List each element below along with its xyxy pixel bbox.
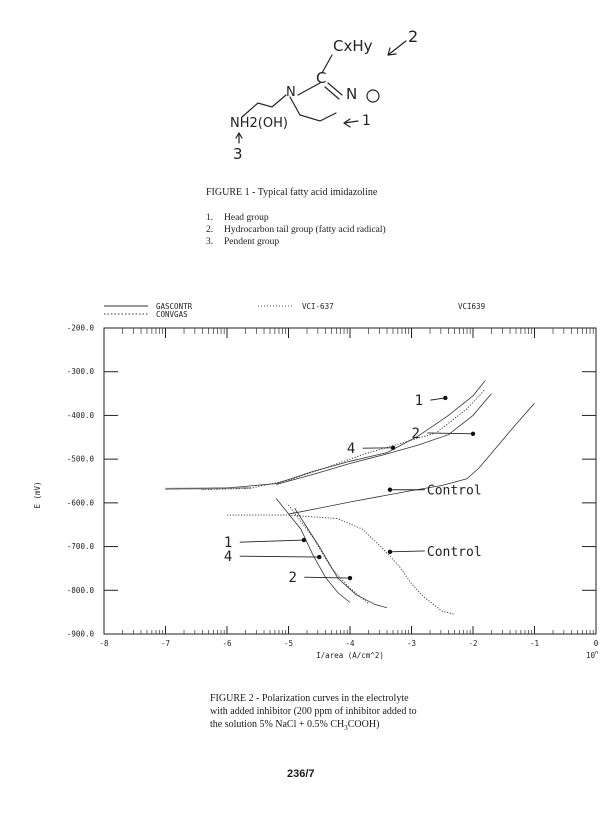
x-tick-label: 0: [593, 639, 599, 648]
series-line: [295, 508, 387, 608]
series-line: [289, 403, 535, 514]
y-tick-label: -800.0: [66, 585, 94, 595]
x-axis-label: I/area (A/cm^2): [316, 651, 384, 660]
chart-legend: [104, 302, 485, 319]
tail-label: CxHy: [333, 37, 373, 55]
annotation-dot: [302, 538, 306, 542]
ring-bond-lower: [290, 97, 336, 121]
x-tick-label: -7: [160, 639, 171, 648]
ring-double-bond: [328, 83, 342, 95]
y-tick-label: -400.0: [66, 410, 94, 420]
figure1-caption: FIGURE 1 - Typical fatty acid imidazoline: [206, 187, 378, 198]
list-item: 2. Hydrocarbon tail group (fatty acid radical): [206, 225, 386, 235]
annotation-leader: [427, 433, 473, 434]
annotation-label: 1: [414, 393, 424, 410]
x-tick-label: -4: [345, 639, 355, 648]
annotation-label: 2: [288, 570, 297, 587]
x-tick-label: -8: [99, 639, 109, 648]
marker-2: 2: [408, 27, 419, 46]
y-tick-label: -900.0: [66, 629, 94, 639]
annotation-leader: [430, 398, 445, 400]
y-tick-label: -500.0: [66, 454, 94, 464]
ring-double-bond-2: [325, 87, 339, 99]
annotation-label: 4: [346, 441, 356, 458]
figure1-list: [206, 212, 386, 248]
caption-line: with added inhibitor (200 ppm of inhibitor added to: [210, 706, 417, 717]
annotation-leader: [304, 577, 350, 578]
figure1-structure: [220, 25, 450, 175]
series-line: [276, 499, 350, 603]
y-tick-label: -200.0: [66, 323, 94, 333]
x-tick-label: -6: [222, 639, 232, 648]
list-item: 3. Pendent group: [206, 237, 280, 247]
annotation-leader: [390, 551, 425, 552]
y-tick-label: -700.0: [66, 542, 94, 552]
annotation-label: Control: [426, 544, 482, 560]
annotation-dot: [391, 446, 395, 450]
annotation-leader: [240, 540, 304, 542]
series-line: [166, 381, 486, 489]
annotation-label: Control: [426, 483, 482, 499]
series-line: [227, 515, 455, 614]
x-tick-label: -3: [406, 639, 417, 648]
annotation-label: 1: [223, 535, 233, 552]
legend-label: VCI639: [458, 302, 486, 311]
figure2-caption: [210, 692, 417, 735]
legend-label: CONVGAS: [156, 310, 188, 319]
annotation-dot: [348, 576, 352, 580]
annotation-dot: [388, 550, 392, 554]
ring-n-lower: N: [286, 85, 296, 100]
y-tick-label: -600.0: [66, 498, 94, 508]
series-line: [202, 389, 485, 490]
page-number: 236/7: [287, 768, 315, 780]
list-item: 1. Head group: [206, 213, 269, 223]
annotation-dot: [317, 555, 321, 559]
annotation-leader: [240, 556, 320, 557]
x-multiplier-label: 10$^n$: [586, 650, 599, 660]
x-tick-label: -1: [529, 639, 540, 648]
polarization-chart: [0, 292, 614, 672]
pendent-label: NH2(OH): [230, 116, 288, 131]
annotation-label: 2: [411, 425, 420, 442]
annotation-dot: [471, 432, 475, 436]
caption-line: the solution 5% NaCl + 0.5% $CH_3COOH$): [210, 719, 380, 732]
chart-axes: [67, 324, 599, 649]
x-tick-label: -5: [283, 639, 294, 648]
ring-c-label: C: [316, 69, 327, 87]
series-line: [289, 505, 369, 603]
chart-annotations: [224, 393, 482, 586]
annotation-dot: [443, 396, 447, 400]
marker-1: 1: [362, 113, 371, 129]
y-axis-label: E (mV): [33, 481, 42, 509]
annotation-label: 4: [223, 549, 233, 566]
legend-label: VCI-637: [302, 302, 334, 311]
annotation-dot: [388, 488, 392, 492]
ethyl-chain-bond: [242, 95, 286, 117]
ring-charge-circle: [367, 90, 379, 102]
arrow-tail: [388, 41, 406, 55]
caption-line: FIGURE 2 - Polarization curves in the electrolyte: [210, 693, 409, 704]
marker-3: 3: [233, 145, 243, 163]
x-tick-label: -2: [468, 639, 478, 648]
ring-n-upper: N: [346, 85, 358, 103]
legend-label: GASCONTR: [156, 302, 193, 311]
y-tick-label: -300.0: [66, 367, 94, 377]
